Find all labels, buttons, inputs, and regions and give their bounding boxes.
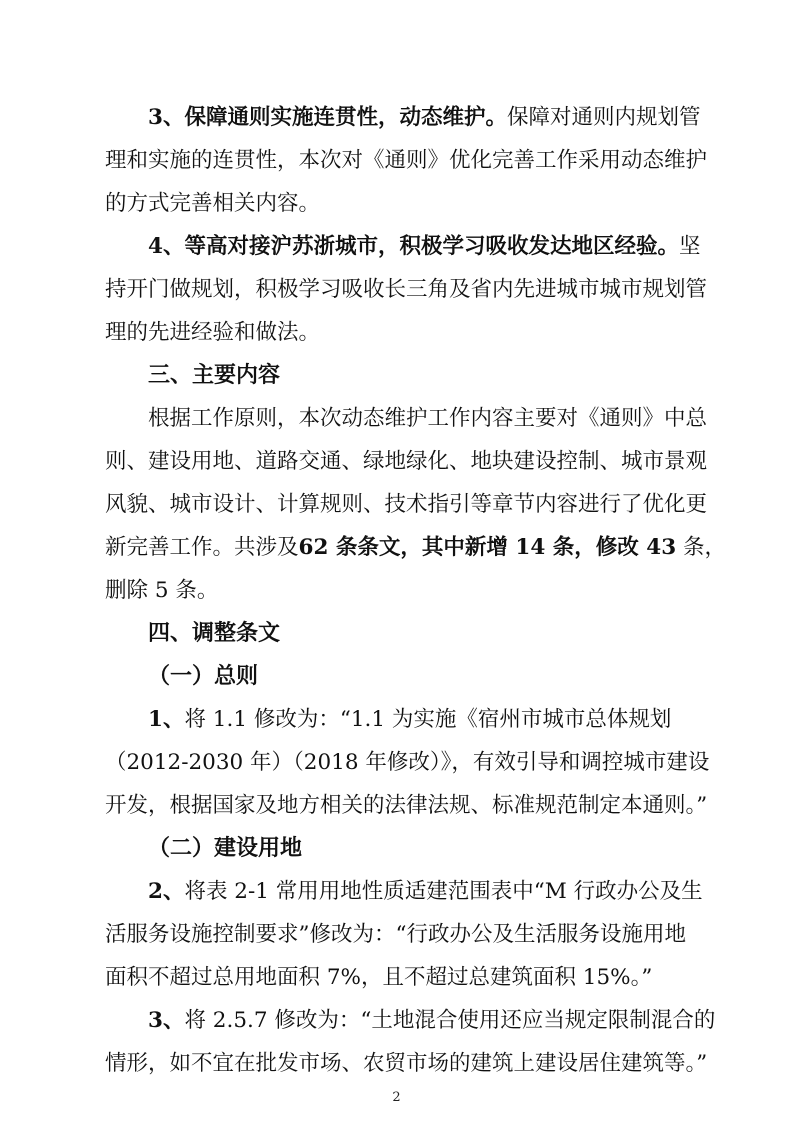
- paragraph-4-text: 坚: [678, 234, 701, 259]
- page-number: 2: [392, 1090, 401, 1105]
- item-2-number: 2、: [148, 879, 185, 904]
- paragraph-4-line-3: 理的先进经验和做法。: [105, 320, 321, 345]
- section-3-line-2: 则、建设用地、道路交通、绿地绿化、地块建设控制、城市景观: [105, 449, 708, 474]
- item-1-line-3: 开发，根据国家及地方相关的法律法规、标准规范制定本通则。”: [105, 793, 708, 818]
- section-3-line-4-c: 条，: [676, 535, 727, 560]
- item-2-line-2: 活服务设施控制要求”修改为：“行政办公及生活服务设施用地: [105, 922, 686, 947]
- item-1-number: 1、: [148, 707, 185, 732]
- item-2-line-3: 面积不超过总用地面积 7%，且不超过总建筑面积 15%。”: [105, 965, 653, 990]
- section-3-line-1: 根据工作原则，本次动态维护工作内容主要对《通则》中总: [148, 406, 708, 431]
- paragraph-3-line-3: 的方式完善相关内容。: [105, 191, 321, 216]
- paragraph-4-line-2: 持开门做规划，积极学习吸收长三角及省内先进城市城市规划管: [105, 277, 708, 302]
- paragraph-3-lead: 3、保障通则实施连贯性，动态维护。: [148, 105, 507, 130]
- item-3-line-1: [148, 1006, 715, 1036]
- item-2-text: 将表 2-1 常用用地性质适建范围表中“M 行政办公及生: [184, 879, 703, 904]
- item-1-text: 将 1.1 修改为：“1.1 为实施《宿州市城市总体规划: [184, 707, 672, 732]
- paragraph-3-text: 保障对通则内规划管: [506, 105, 701, 130]
- paragraph-3-line-2: 理和实施的连贯性，本次对《通则》优化完善工作采用动态维护: [105, 148, 708, 173]
- item-2-line-1: [148, 877, 703, 907]
- item-1-line-1: [148, 705, 671, 735]
- item-3-text: 将 2.5.7 修改为：“土地混合使用还应当规定限制混合的: [184, 1008, 716, 1033]
- item-3-number: 3、: [148, 1008, 185, 1033]
- paragraph-4-lead: 4、等高对接沪苏浙城市，积极学习吸收发达地区经验。: [148, 234, 679, 259]
- section-3-line-4: [105, 533, 726, 563]
- section-3-line-4-a: 新完善工作。共涉及: [105, 535, 299, 560]
- paragraph-3-line-1: [148, 103, 700, 133]
- subsection-2-heading: （二）建设用地: [148, 836, 303, 861]
- section-3-line-4-bold: 62 条条文，其中新增 14 条，修改 43: [298, 535, 677, 560]
- subsection-1-heading: （一）总则: [148, 664, 259, 689]
- section-4-heading: 四、调整条文: [148, 621, 281, 646]
- section-3-heading: 三、主要内容: [148, 363, 281, 388]
- section-3-line-3: 风貌、城市设计、计算规则、技术指引等章节内容进行了优化更: [105, 492, 708, 517]
- item-1-line-2: （2012-2030 年）（2018 年修改）》，有效引导和调控城市建设: [105, 750, 710, 775]
- item-3-line-2: 情形，如不宜在批发市场、农贸市场的建筑上建设居住建筑等。”: [105, 1051, 708, 1076]
- paragraph-4-line-1: [148, 232, 700, 262]
- section-3-line-5: 删除 5 条。: [105, 578, 219, 603]
